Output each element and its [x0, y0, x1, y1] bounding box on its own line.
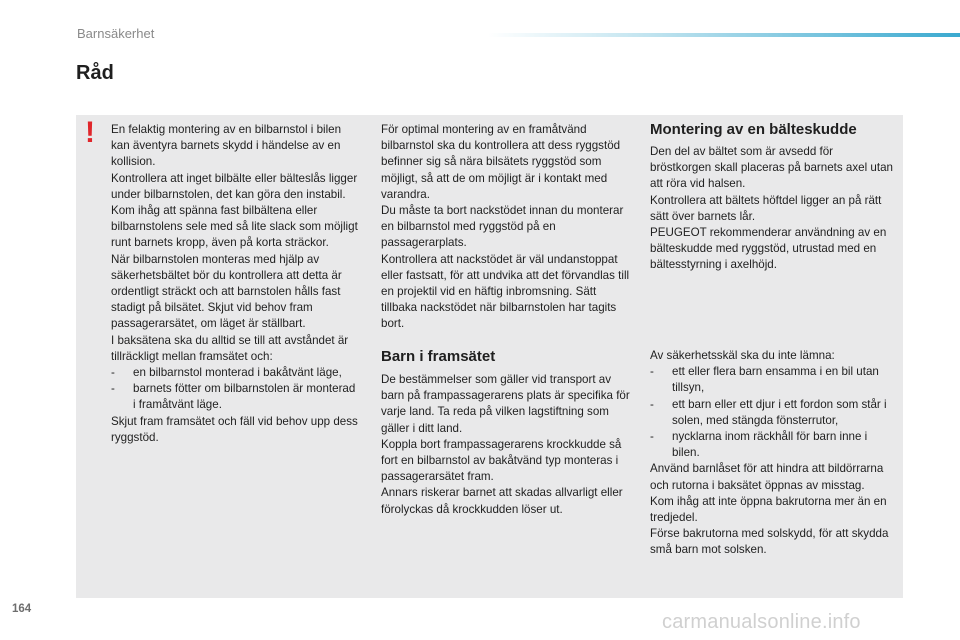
- bullet-dash: -: [650, 430, 654, 444]
- paragraph: En felaktig montering av en bilbarnstol i bilen kan äventyra barnets skydd i händelse av en kollision.: [111, 123, 342, 169]
- paragraph: Du måste ta bort nackstödet innan du monterar en bilbarnstol med ryggstöd på en passagerarplats.: [381, 204, 624, 250]
- list-item-text: ett barn eller ett djur i ett fordon som står i solen, med stängda fönsterrutor,: [672, 397, 887, 427]
- paragraph: Annars riskerar barnet att skadas allvarligt eller förolyckas då krockkudden löser ut.: [381, 486, 623, 516]
- bullet-dash: -: [650, 397, 654, 411]
- paragraph: Förse bakrutorna med solskydd, för att skydda små barn mot solsken.: [650, 527, 889, 557]
- safety-column: [650, 348, 898, 559]
- list-item-text: barnets fötter om bilbarnstolen är monterad i framåtvänt läge.: [133, 382, 356, 412]
- paragraph: När bilbarnstolen monteras med hjälp av säkerhetsbältet bör du kontrollera att detta är ordentligt sträckt och att barnstolen hålls fast stadigt på bilsätet. Skjut vid behov fram passagerarsätet, om läget är ställbart.: [111, 252, 342, 331]
- paragraph: Koppla bort frampassagerarens krockkudde så fort en bilbarnstol av bakåtvänd typ monteras i passagerarsätet fram.: [381, 437, 622, 484]
- booster-cushion-heading: Montering av en bälteskudde: [650, 121, 857, 138]
- bullet-dash: -: [111, 366, 115, 380]
- list-item-text: nycklarna inom räckhåll för barn inne i bilen.: [672, 430, 868, 460]
- paragraph: PEUGEOT rekommenderar användning av en bälteskudde med ryggstöd, utrustad med en bältesstyrning i axelhöjd.: [650, 226, 887, 272]
- list-item-text: ett eller flera barn ensamma i en bil utan tillsyn,: [672, 365, 879, 395]
- list-item-text: en bilbarnstol monterad i bakåtvänt läge,: [133, 366, 342, 380]
- paragraph: De bestämmelser som gäller vid transport av barn på frampassagerarens plats är specifika för varje land. Ta reda på vilken lagstiftning som gäller i ditt land.: [381, 373, 630, 435]
- paragraph: Kontrollera att inget bilbälte eller bälteslås ligger under bilbarnstolen, det kan göra den instabil.: [111, 171, 358, 201]
- bullet-dash: -: [650, 365, 654, 379]
- header-accent-bar: [488, 33, 960, 37]
- paragraph: Använd barnlåset för att hindra att bildörrarna och rutorna i baksätet öppnas av misstag.: [650, 462, 884, 492]
- page-number: 164: [12, 603, 32, 615]
- paragraph: Den del av bältet som är avsedd för bröstkorgen skall placeras på barnets axel utan att röra vid halsen.: [650, 145, 893, 191]
- paragraph: Skjut fram framsätet och fäll vid behov upp dess ryggstöd.: [111, 414, 358, 444]
- section-title: Barnsäkerhet: [77, 26, 155, 41]
- paragraph: Kom ihåg att inte öppna bakrutorna mer än en tredjedel.: [650, 494, 887, 525]
- paragraph: Kontrollera att nackstödet är väl undanstoppat eller fastsatt, för att undvika att det förvandlas till en projektil vid en häftig inbromsning. Sätt tillbaka nackstödet när bilbarnstolen har tagits bort.: [381, 252, 630, 331]
- list-item: [111, 381, 361, 413]
- list-item: [650, 364, 898, 396]
- page-heading: Råd: [76, 62, 114, 84]
- warning-text-column: [111, 122, 361, 446]
- front-seat-heading: Barn i framsätet: [381, 348, 496, 365]
- paragraph: I baksätena ska du alltid se till att avståndet är tillräckligt mellan framsätet och:: [111, 333, 349, 363]
- booster-cushion-column: [650, 144, 895, 274]
- paragraph: För optimal montering av en framåtvänd bilbarnstol ska du kontrollera att dess ryggstöd befinner sig så nära bilsätets ryggstöd som möjligt, så att de om möjligt är i kontakt med varandra.: [381, 123, 621, 201]
- seat-mounting-column: [381, 122, 631, 333]
- paragraph: Av säkerhetsskäl ska du inte lämna:: [650, 349, 835, 362]
- bullet-dash: -: [111, 382, 115, 396]
- list-item: [111, 365, 361, 381]
- paragraph: Kontrollera att bältets höftdel ligger an på rätt sätt över barnets lår.: [650, 193, 882, 223]
- exclamation-icon: !: [85, 116, 95, 149]
- paragraph: Kom ihåg att spänna fast bilbältena eller bilbarnstolens sele med så lite slack som möjligt runt barnets kropp, även på korta sträckor.: [111, 204, 358, 250]
- watermark: carmanualsonline.info: [662, 611, 861, 633]
- list-item: [650, 397, 898, 429]
- front-seat-column: [381, 372, 631, 518]
- list-item: [650, 429, 898, 461]
